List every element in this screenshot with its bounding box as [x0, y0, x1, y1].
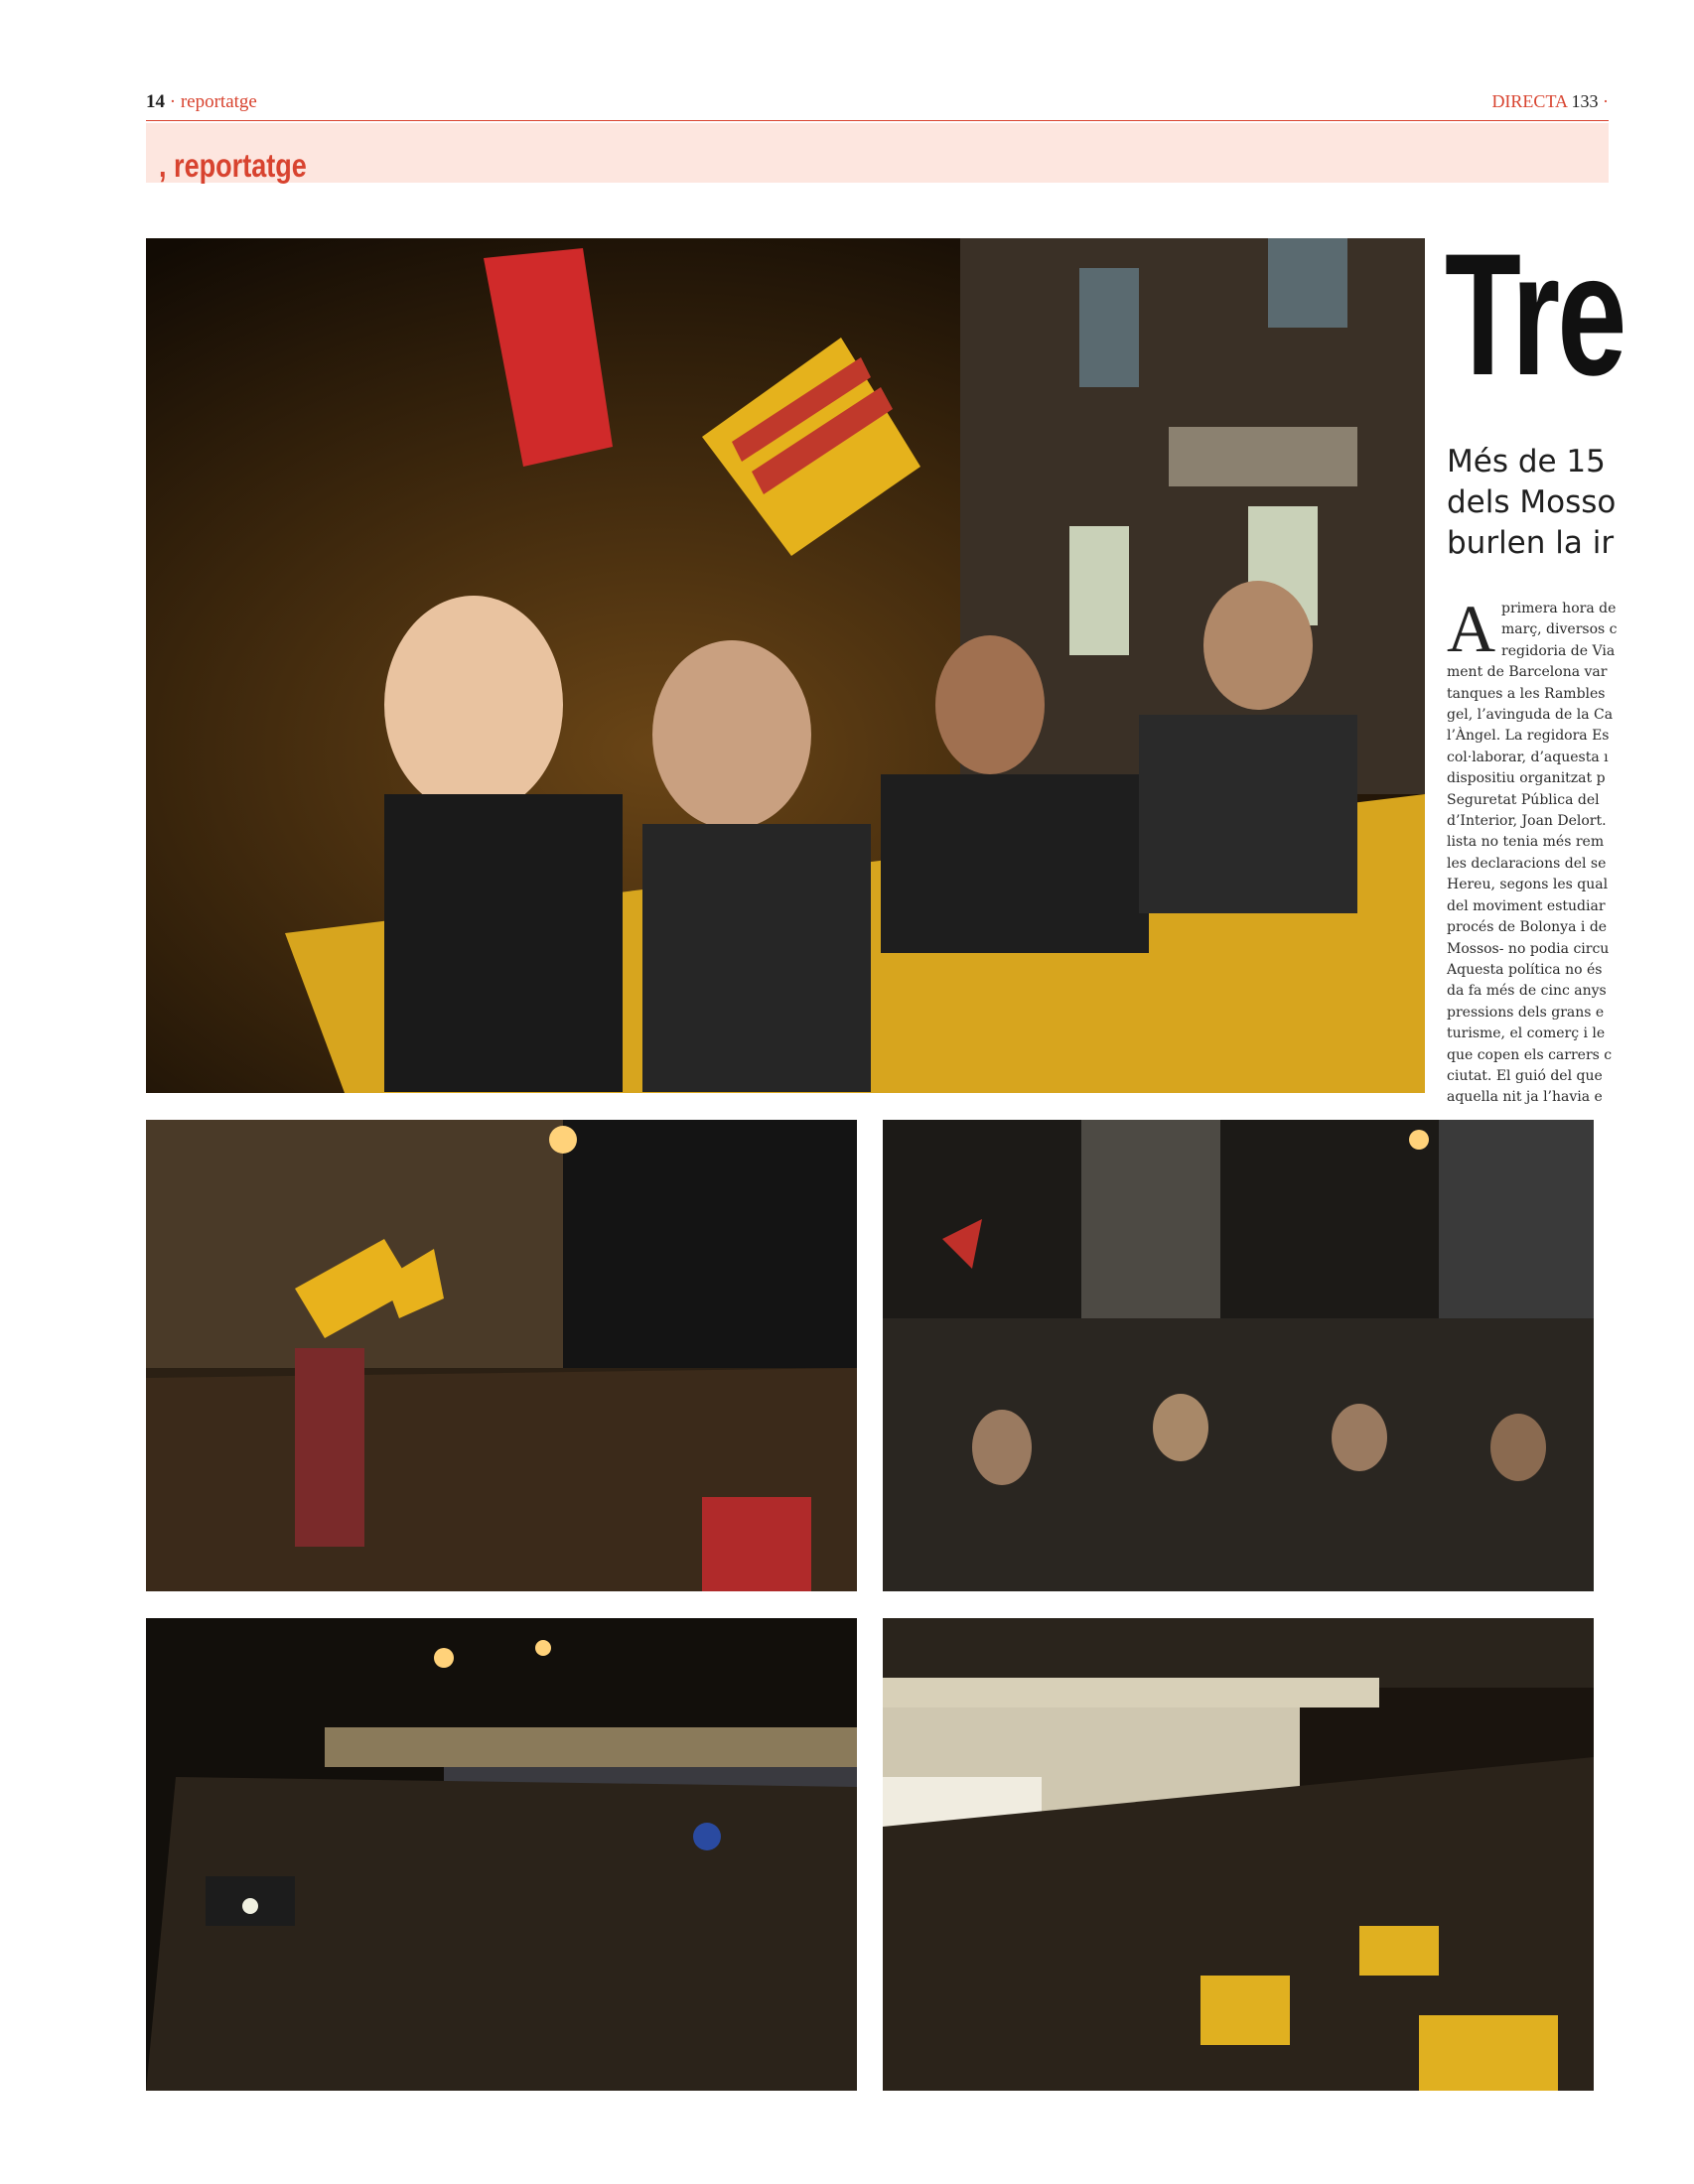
march-street-photo	[146, 1120, 857, 1591]
body-line: les declaracions del se	[1447, 855, 1607, 872]
running-header-right	[1491, 91, 1609, 112]
main-protest-photo	[146, 238, 1425, 1093]
running-header-left	[146, 91, 257, 113]
body-line: da fa més de cinc anys	[1447, 983, 1607, 1000]
body-line: gel, l’avinguda de la Ca	[1447, 707, 1614, 724]
body-line: col·laborar, d’aquesta ı	[1447, 749, 1609, 765]
section-band	[146, 123, 1609, 183]
avenue-march-photo	[146, 1618, 857, 2091]
body-line: aquella nit ja l’havia e	[1447, 1089, 1603, 1106]
header-rule	[146, 120, 1609, 121]
body-line: ciutat. El guió del que	[1447, 1067, 1603, 1084]
body-line: Seguretat Pública del	[1447, 791, 1600, 808]
standfirst-line: burlen la ir	[1447, 525, 1615, 561]
header-right-separator: ·	[1603, 91, 1609, 111]
body-line: d’Interior, Joan Delort.	[1447, 813, 1607, 830]
avenue-march-illustration	[146, 1618, 857, 2091]
section-label: , reportatge	[159, 147, 307, 184]
body-line: pressions dels grans e	[1447, 1004, 1605, 1021]
standfirst-line: dels Mosso	[1447, 484, 1617, 520]
body-line: l’Àngel. La regidora Es	[1447, 728, 1610, 745]
issue-number: 133	[1571, 91, 1599, 111]
body-line: tanques a les Rambles	[1447, 685, 1606, 702]
body-line: que copen els carrers c	[1447, 1046, 1613, 1063]
main-photo-illustration	[146, 238, 1425, 1093]
bus-station-crowd-photo	[883, 1618, 1594, 2091]
body-line: març, diversos c	[1501, 621, 1618, 638]
headline	[1445, 218, 1624, 412]
body-line: Mossos- no podia circu	[1447, 940, 1610, 957]
body-line: lista no tenia més rem	[1447, 834, 1605, 851]
crowd-square-photo	[883, 1120, 1594, 1591]
header-separator: ·	[169, 91, 177, 112]
header-section: reportatge	[180, 91, 257, 112]
body-line: regidoria de Via	[1501, 642, 1616, 659]
body-line: turisme, el comerç i le	[1447, 1025, 1606, 1042]
article-body	[1447, 599, 1618, 1106]
standfirst	[1447, 442, 1617, 564]
crowd-square-illustration	[883, 1120, 1594, 1591]
body-line: ment de Barcelona var	[1447, 664, 1608, 681]
headline-text: Tre	[1445, 218, 1624, 412]
body-line: procés de Bolonya i de	[1447, 919, 1608, 936]
body-line: Hereu, segons les qual	[1447, 877, 1609, 893]
body-line: dispositiu organitzat p	[1447, 770, 1606, 787]
body-line: primera hora de	[1501, 601, 1617, 616]
page-number: 14	[146, 91, 165, 112]
standfirst-line: Més de 15	[1447, 444, 1606, 479]
bus-station-illustration	[883, 1618, 1594, 2091]
drop-cap: A	[1447, 591, 1496, 666]
body-line: del moviment estudiar	[1447, 897, 1606, 914]
body-line: Aquesta política no és	[1447, 961, 1603, 978]
march-street-illustration	[146, 1120, 857, 1591]
publication-name: DIRECTA	[1491, 91, 1567, 111]
